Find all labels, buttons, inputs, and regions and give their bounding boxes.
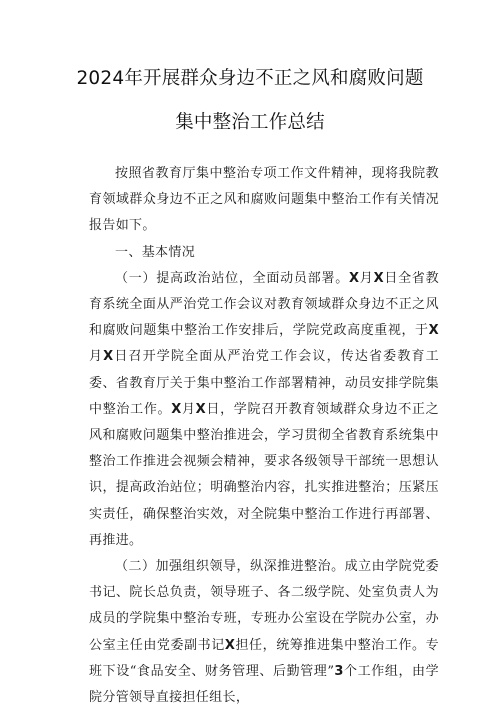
document-title-line-1: 2024年开展群众身边不正之风和腐败问题 [76,68,424,89]
paragraph-1-text: 日全省教育系统全面从严治党工作会议对教育领域群众身边不正之风和腐败问题集中整治工作安排后，学院党政高度重视，于 [89,270,439,339]
date-placeholder: X [428,323,439,339]
paragraph-1-lead: （一）提高政治站位，全面动员部署。 [115,270,349,286]
document-title-line-2: 集中整治工作总结 [175,112,325,133]
paragraph-1 [89,266,439,554]
date-text: 月 [359,270,374,286]
date-text: 月 [89,349,104,365]
paragraph-2-text: 担任，统筹推进集中整治工作。专班下设“食品安全、财务管理、后勤管理” [89,637,439,679]
date-placeholder: X [195,401,207,417]
paragraph-2-text: （二）加强组织领导，纵深推进整治。成立由学院党委书记、院长总负责，领导班子、各二级学院、处室负责人为成员的学院集中整治专班，专班办公室设在学院办公室，办公室主任由党委副书记 [89,559,439,653]
document-body [89,161,439,711]
paragraph-1-text: 日召开学院全面从严治党工作会议，传达省委教育工委、省教育厅关于集中整治工作部署精神，动员安排学院集中整治工作。 [89,349,439,417]
intro-paragraph: 按照省教育厅集中整治专项工作文件精神，现将我院教育领域群众身边不正之风和腐败问题集中整治工作有关情况报告如下。 [89,166,439,234]
date-placeholder: X [373,270,384,286]
paragraph-1-text: 日，学院召开教育领域群众身边不正之风和腐败问题集中整治推进会，学习贯彻全省教育系统集中整治工作推进会视频会精神，要求各级领导干部统一思想认识，提高政治站位；明确整治内容，扎实推进整治；压紧压实责任，确保整治实效，对全院集中整治工作进行再部署、再推进。 [89,401,439,548]
paragraph-2-text: 个工作组，由学院分管领导直接担任组长， [89,663,439,706]
date-placeholder: X [103,349,114,365]
section-heading: 一、基本情况 [115,244,196,260]
date-placeholder: X [349,270,360,286]
paragraph-2 [89,554,439,711]
date-placeholder: X [171,401,182,417]
group-count: 3 [334,663,344,679]
date-text: 月 [181,401,196,417]
name-placeholder: X [224,637,236,653]
